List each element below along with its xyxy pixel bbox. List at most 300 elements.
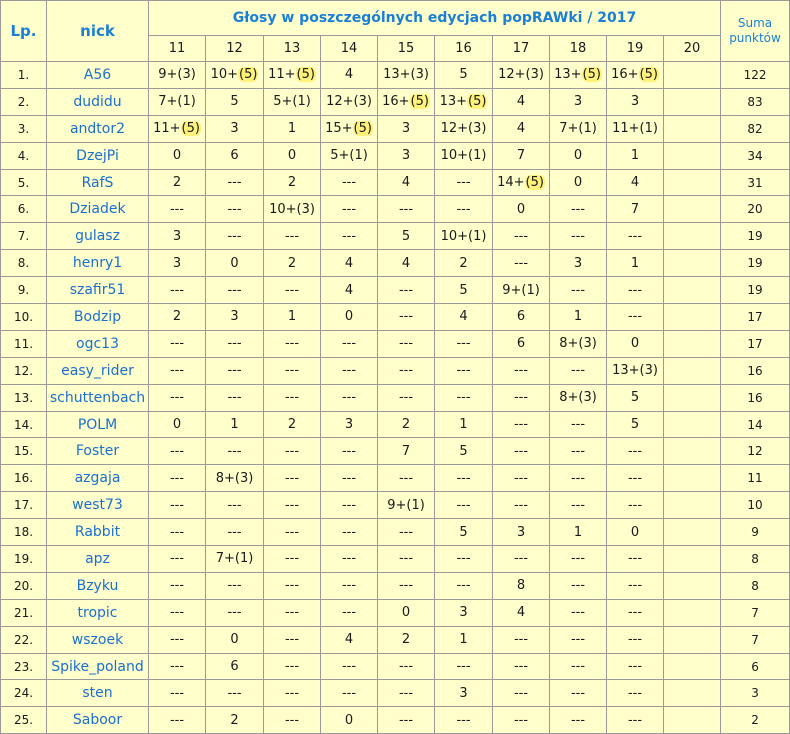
score-cell (321, 115, 378, 142)
score-cell: 12+(3) (321, 88, 378, 115)
score-cell (664, 438, 721, 465)
table-row (1, 438, 790, 465)
score-cell (664, 411, 721, 438)
total-cell: 7 (721, 599, 790, 626)
score-cell: --- (321, 680, 378, 707)
score-cell: --- (321, 465, 378, 492)
score-cell: 1 (550, 304, 607, 331)
total-cell: 8 (721, 572, 790, 599)
score-cell: --- (607, 465, 664, 492)
edition-header-18: 18 (550, 36, 607, 62)
score-cell: --- (206, 519, 264, 546)
rank-cell: 25. (1, 707, 47, 734)
score-cell (664, 384, 721, 411)
score-cell: 1 (607, 142, 664, 169)
score-cell: 4 (321, 626, 378, 653)
table-row (1, 304, 790, 331)
score-cell: --- (149, 653, 206, 680)
score-cell: --- (493, 465, 550, 492)
score-cell: --- (550, 707, 607, 734)
nick-header: nick (47, 1, 149, 62)
score-cell: 2 (264, 411, 321, 438)
nick-cell: POLM (47, 411, 149, 438)
score-cell: --- (264, 572, 321, 599)
score-cell: 1 (607, 250, 664, 277)
total-cell: 8 (721, 546, 790, 573)
score-cell: 6 (206, 653, 264, 680)
nick-cell: A56 (47, 62, 149, 89)
total-cell: 3 (721, 680, 790, 707)
score-cell (607, 62, 664, 89)
score-cell (664, 115, 721, 142)
score-cell: 7+(1) (149, 88, 206, 115)
nick-cell: wszoek (47, 626, 149, 653)
score-cell: --- (378, 680, 435, 707)
score-cell: 5 (435, 277, 493, 304)
edition-header-20: 20 (664, 36, 721, 62)
score-cell: 1 (550, 519, 607, 546)
score-cell: 7 (493, 142, 550, 169)
score-cell: 0 (607, 519, 664, 546)
score-cell: 5+(1) (321, 142, 378, 169)
score-cell: 6 (493, 304, 550, 331)
table-row (1, 88, 790, 115)
score-cell: --- (550, 438, 607, 465)
score-cell: 3 (435, 599, 493, 626)
table-row (1, 546, 790, 573)
score-cell: --- (607, 707, 664, 734)
score-cell: --- (321, 546, 378, 573)
score-cell: --- (493, 546, 550, 573)
rank-cell: 23. (1, 653, 47, 680)
score-cell (206, 62, 264, 89)
total-header-line1: Suma (737, 16, 773, 30)
score-cell: --- (206, 330, 264, 357)
rank-cell: 2. (1, 88, 47, 115)
score-cell: 9+(1) (493, 277, 550, 304)
score-cell (664, 492, 721, 519)
score-cell: 3 (435, 680, 493, 707)
score-base: 14+ (497, 175, 525, 190)
score-cell: --- (264, 223, 321, 250)
score-cell: 7+(1) (206, 546, 264, 573)
table-row (1, 250, 790, 277)
score-cell: --- (378, 196, 435, 223)
score-cell (664, 357, 721, 384)
score-cell: --- (607, 492, 664, 519)
rank-cell: 5. (1, 169, 47, 196)
nick-cell: Bodzip (47, 304, 149, 331)
score-cell (664, 196, 721, 223)
score-cell: 3 (206, 304, 264, 331)
score-cell: --- (149, 572, 206, 599)
score-cell: 0 (550, 142, 607, 169)
score-cell: --- (435, 572, 493, 599)
total-cell: 20 (721, 196, 790, 223)
score-cell: --- (550, 196, 607, 223)
score-cell: 13+(3) (607, 357, 664, 384)
nick-cell: henry1 (47, 250, 149, 277)
score-cell: 4 (378, 250, 435, 277)
score-cell: --- (149, 492, 206, 519)
score-cell: --- (149, 357, 206, 384)
score-cell: --- (264, 653, 321, 680)
table-row (1, 680, 790, 707)
bonus-highlight: (5) (468, 94, 487, 110)
total-cell: 16 (721, 357, 790, 384)
score-cell: 0 (149, 411, 206, 438)
nick-cell: RafS (47, 169, 149, 196)
table-row (1, 277, 790, 304)
score-cell: 10+(3) (264, 196, 321, 223)
score-cell: --- (607, 626, 664, 653)
total-cell: 16 (721, 384, 790, 411)
nick-cell: easy_rider (47, 357, 149, 384)
rank-cell: 24. (1, 680, 47, 707)
score-cell: 1 (264, 304, 321, 331)
score-cell: --- (493, 250, 550, 277)
nick-cell: azgaja (47, 465, 149, 492)
score-cell: --- (435, 492, 493, 519)
score-cell: 0 (550, 169, 607, 196)
nick-cell: apz (47, 546, 149, 573)
score-cell: --- (550, 653, 607, 680)
score-cell: --- (321, 384, 378, 411)
score-cell: --- (378, 519, 435, 546)
score-cell: --- (493, 411, 550, 438)
total-cell: 82 (721, 115, 790, 142)
score-cell: --- (264, 357, 321, 384)
bonus-highlight: (5) (525, 175, 544, 190)
score-cell: --- (149, 277, 206, 304)
score-cell: --- (321, 492, 378, 519)
nick-cell: Dziadek (47, 196, 149, 223)
table-row (1, 519, 790, 546)
score-cell (664, 142, 721, 169)
total-cell: 6 (721, 653, 790, 680)
score-cell: 10+(1) (435, 223, 493, 250)
score-cell: --- (550, 680, 607, 707)
bonus-highlight: (5) (410, 94, 429, 110)
score-cell: --- (607, 223, 664, 250)
total-cell: 11 (721, 465, 790, 492)
score-cell (664, 62, 721, 89)
bonus-highlight: (5) (639, 67, 658, 83)
score-cell (664, 304, 721, 331)
bonus-highlight: (5) (239, 67, 258, 83)
score-cell: --- (493, 438, 550, 465)
score-cell: --- (378, 304, 435, 331)
score-cell: --- (149, 438, 206, 465)
score-cell: 3 (378, 142, 435, 169)
score-cell (664, 626, 721, 653)
score-cell: --- (435, 196, 493, 223)
score-cell: 9+(3) (149, 62, 206, 89)
score-cell: 1 (264, 115, 321, 142)
table-row (1, 653, 790, 680)
score-cell: 6 (206, 142, 264, 169)
score-cell: 4 (493, 88, 550, 115)
score-cell: --- (206, 492, 264, 519)
edition-header-17: 17 (493, 36, 550, 62)
score-cell: --- (149, 680, 206, 707)
lp-header: Lp. (1, 1, 47, 62)
nick-cell: gulasz (47, 223, 149, 250)
edition-header-14: 14 (321, 36, 378, 62)
score-cell (149, 115, 206, 142)
score-cell: 13+(3) (378, 62, 435, 89)
score-cell: --- (607, 599, 664, 626)
score-cell: --- (493, 492, 550, 519)
score-cell: 0 (493, 196, 550, 223)
score-cell: --- (550, 492, 607, 519)
score-cell (664, 465, 721, 492)
score-cell: --- (435, 546, 493, 573)
score-cell: 11+(1) (607, 115, 664, 142)
score-cell: --- (550, 357, 607, 384)
score-base: 13+ (439, 94, 467, 110)
rank-cell: 1. (1, 62, 47, 89)
score-cell: --- (264, 438, 321, 465)
score-cell: --- (493, 384, 550, 411)
score-cell: --- (550, 546, 607, 573)
score-cell: 1 (206, 411, 264, 438)
score-cell: --- (206, 277, 264, 304)
score-cell: --- (493, 223, 550, 250)
score-cell: --- (321, 599, 378, 626)
score-cell: --- (435, 653, 493, 680)
score-cell: --- (550, 465, 607, 492)
score-cell (664, 223, 721, 250)
score-cell: 1 (435, 626, 493, 653)
score-cell: --- (264, 519, 321, 546)
rank-cell: 18. (1, 519, 47, 546)
total-cell: 2 (721, 707, 790, 734)
table-title: Głosy w poszczególnych edycjach popRAWki / 2017 (149, 1, 721, 36)
score-base: 11+ (153, 121, 181, 137)
rank-cell: 12. (1, 357, 47, 384)
score-base: 10+ (210, 67, 238, 83)
score-cell (664, 519, 721, 546)
score-cell (664, 330, 721, 357)
score-cell: 5 (378, 223, 435, 250)
nick-cell: Rabbit (47, 519, 149, 546)
score-cell: --- (264, 465, 321, 492)
score-cell: --- (378, 330, 435, 357)
score-cell: 3 (550, 88, 607, 115)
table-row (1, 492, 790, 519)
rank-cell: 15. (1, 438, 47, 465)
score-cell: --- (149, 519, 206, 546)
score-cell: --- (321, 572, 378, 599)
score-cell: 0 (206, 250, 264, 277)
score-cell (664, 572, 721, 599)
score-cell: 7+(1) (550, 115, 607, 142)
score-cell: 5 (435, 519, 493, 546)
score-cell: --- (264, 330, 321, 357)
score-cell: 12+(3) (493, 62, 550, 89)
edition-header-11: 11 (149, 36, 206, 62)
score-cell: 5 (607, 384, 664, 411)
table-row (1, 465, 790, 492)
score-cell: 3 (550, 250, 607, 277)
rank-cell: 16. (1, 465, 47, 492)
score-cell: --- (607, 653, 664, 680)
table-row (1, 196, 790, 223)
score-cell: 3 (149, 250, 206, 277)
score-cell (664, 599, 721, 626)
score-cell: --- (149, 384, 206, 411)
score-cell: --- (607, 680, 664, 707)
total-cell: 122 (721, 62, 790, 89)
rank-cell: 3. (1, 115, 47, 142)
score-cell: --- (206, 169, 264, 196)
score-cell: 8+(3) (206, 465, 264, 492)
edition-header-19: 19 (607, 36, 664, 62)
score-base: 13+ (554, 67, 582, 83)
score-cell: --- (607, 572, 664, 599)
score-cell: 6 (493, 330, 550, 357)
score-cell: --- (206, 223, 264, 250)
score-cell: 0 (607, 330, 664, 357)
score-cell: 0 (321, 707, 378, 734)
score-cell: --- (321, 653, 378, 680)
total-cell: 83 (721, 88, 790, 115)
score-cell: --- (264, 680, 321, 707)
score-cell (664, 88, 721, 115)
score-cell: --- (435, 357, 493, 384)
score-cell: --- (550, 223, 607, 250)
score-cell: 3 (378, 115, 435, 142)
score-cell: --- (206, 384, 264, 411)
score-cell: --- (206, 680, 264, 707)
score-base: 16+ (382, 94, 410, 110)
score-cell: 4 (493, 115, 550, 142)
score-cell: --- (378, 384, 435, 411)
score-cell: --- (378, 465, 435, 492)
score-cell: --- (493, 707, 550, 734)
score-cell: --- (206, 196, 264, 223)
score-cell (664, 707, 721, 734)
score-cell: --- (149, 707, 206, 734)
score-cell: --- (493, 626, 550, 653)
score-cell: --- (435, 707, 493, 734)
total-cell: 19 (721, 250, 790, 277)
table-row (1, 357, 790, 384)
score-cell: --- (149, 546, 206, 573)
score-cell: --- (149, 465, 206, 492)
total-cell: 7 (721, 626, 790, 653)
score-cell: 5 (607, 411, 664, 438)
score-cell: --- (550, 277, 607, 304)
score-cell: --- (264, 384, 321, 411)
table-row (1, 384, 790, 411)
edition-header-16: 16 (435, 36, 493, 62)
total-cell: 17 (721, 304, 790, 331)
score-cell: 0 (264, 142, 321, 169)
score-cell: --- (321, 357, 378, 384)
score-cell (664, 169, 721, 196)
score-cell: 2 (149, 169, 206, 196)
score-cell: --- (607, 277, 664, 304)
score-cell: --- (149, 626, 206, 653)
score-cell: 8+(3) (550, 330, 607, 357)
score-cell: --- (378, 572, 435, 599)
rank-cell: 22. (1, 626, 47, 653)
bonus-highlight: (5) (181, 121, 200, 137)
total-cell: 17 (721, 330, 790, 357)
score-cell: --- (378, 277, 435, 304)
nick-cell: sten (47, 680, 149, 707)
score-cell: --- (607, 546, 664, 573)
total-cell: 34 (721, 142, 790, 169)
score-cell (264, 62, 321, 89)
nick-cell: Bzyku (47, 572, 149, 599)
score-cell: 5 (435, 62, 493, 89)
score-cell: --- (321, 196, 378, 223)
score-cell: 4 (378, 169, 435, 196)
score-cell: 0 (378, 599, 435, 626)
nick-cell: szafir51 (47, 277, 149, 304)
rank-cell: 11. (1, 330, 47, 357)
score-cell: --- (493, 680, 550, 707)
score-cell: --- (321, 330, 378, 357)
rank-cell: 17. (1, 492, 47, 519)
total-cell: 10 (721, 492, 790, 519)
score-cell: 4 (321, 277, 378, 304)
rank-cell: 6. (1, 196, 47, 223)
edition-header-15: 15 (378, 36, 435, 62)
score-base: 15+ (325, 121, 353, 137)
table-row (1, 572, 790, 599)
score-cell: --- (264, 599, 321, 626)
nick-cell: DzejPi (47, 142, 149, 169)
score-cell: 4 (321, 250, 378, 277)
score-cell: --- (435, 465, 493, 492)
score-cell: 0 (206, 626, 264, 653)
table-row (1, 169, 790, 196)
score-cell: 1 (435, 411, 493, 438)
score-cell: 7 (378, 438, 435, 465)
score-cell: 8 (493, 572, 550, 599)
score-base: 16+ (611, 67, 639, 83)
score-cell: 3 (149, 223, 206, 250)
score-cell: --- (264, 707, 321, 734)
score-cell: --- (206, 438, 264, 465)
score-cell (493, 169, 550, 196)
nick-cell: tropic (47, 599, 149, 626)
score-cell: 2 (378, 626, 435, 653)
score-cell: --- (493, 653, 550, 680)
score-cell: --- (607, 304, 664, 331)
nick-cell: schuttenbach (47, 384, 149, 411)
score-cell: 2 (206, 707, 264, 734)
nick-cell: west73 (47, 492, 149, 519)
nick-cell: Spike_poland (47, 653, 149, 680)
table-row (1, 411, 790, 438)
score-cell (664, 250, 721, 277)
score-cell: --- (264, 492, 321, 519)
total-header (721, 1, 790, 62)
rank-cell: 14. (1, 411, 47, 438)
table-row (1, 707, 790, 734)
total-cell: 19 (721, 223, 790, 250)
score-cell (378, 88, 435, 115)
score-cell: 0 (321, 304, 378, 331)
score-cell: --- (264, 626, 321, 653)
score-cell: --- (550, 572, 607, 599)
score-cell: 3 (607, 88, 664, 115)
